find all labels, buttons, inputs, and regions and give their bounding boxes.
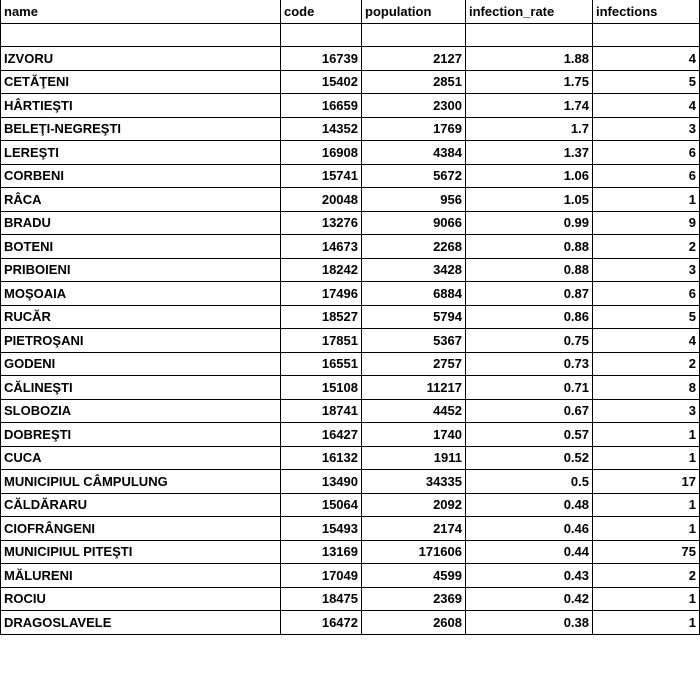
cell-infections[interactable]: 1 xyxy=(593,423,700,446)
cell-name[interactable]: LEREŞTI xyxy=(0,141,281,164)
cell-infection-rate[interactable]: 0.67 xyxy=(466,400,593,423)
cell-code[interactable]: 14673 xyxy=(281,235,362,258)
cell-infection-rate[interactable]: 0.99 xyxy=(466,212,593,235)
cell-name[interactable]: CORBENI xyxy=(0,165,281,188)
blank-cell[interactable] xyxy=(362,24,466,46)
cell-code[interactable]: 14352 xyxy=(281,118,362,141)
cell-infection-rate[interactable]: 1.05 xyxy=(466,188,593,211)
blank-cell[interactable] xyxy=(0,24,281,46)
table-row xyxy=(0,235,700,259)
cell-infection-rate[interactable]: 0.5 xyxy=(466,470,593,493)
table-row xyxy=(0,329,700,353)
cell-infections[interactable]: 75 xyxy=(593,541,700,564)
cell-infection-rate[interactable]: 1.7 xyxy=(466,118,593,141)
cell-infections[interactable]: 2 xyxy=(593,235,700,258)
cell-population[interactable]: 171606 xyxy=(362,541,466,564)
table-row xyxy=(0,447,700,471)
cell-name[interactable]: MUNICIPIUL PITEŞTI xyxy=(0,541,281,564)
table-row xyxy=(0,588,700,612)
cell-name[interactable]: RUCĂR xyxy=(0,306,281,329)
cell-code[interactable]: 16472 xyxy=(281,611,362,634)
cell-infection-rate[interactable]: 1.37 xyxy=(466,141,593,164)
cell-population[interactable]: 1740 xyxy=(362,423,466,446)
table-row xyxy=(0,400,700,424)
table-row xyxy=(0,282,700,306)
cell-population[interactable]: 2369 xyxy=(362,588,466,611)
cell-code[interactable]: 17049 xyxy=(281,564,362,587)
cell-name[interactable]: MOŞOAIA xyxy=(0,282,281,305)
cell-infections[interactable]: 1 xyxy=(593,588,700,611)
table-row xyxy=(0,259,700,283)
header-population[interactable]: population xyxy=(362,0,466,23)
table-row xyxy=(0,141,700,165)
cell-code[interactable]: 16132 xyxy=(281,447,362,470)
cell-infection-rate[interactable]: 0.38 xyxy=(466,611,593,634)
cell-population[interactable]: 1911 xyxy=(362,447,466,470)
cell-code[interactable]: 18475 xyxy=(281,588,362,611)
cell-infections[interactable]: 6 xyxy=(593,165,700,188)
cell-name[interactable]: PRIBOIENI xyxy=(0,259,281,282)
cell-infection-rate[interactable]: 0.43 xyxy=(466,564,593,587)
cell-population[interactable]: 4384 xyxy=(362,141,466,164)
table-row xyxy=(0,376,700,400)
cell-infection-rate[interactable]: 0.42 xyxy=(466,588,593,611)
blank-row xyxy=(0,24,700,47)
cell-name[interactable]: MUNICIPIUL CÂMPULUNG xyxy=(0,470,281,493)
cell-name[interactable]: CUCA xyxy=(0,447,281,470)
cell-infections[interactable]: 3 xyxy=(593,400,700,423)
cell-code[interactable]: 15493 xyxy=(281,517,362,540)
header-infection-rate[interactable]: infection_rate xyxy=(466,0,593,23)
cell-infection-rate[interactable]: 0.75 xyxy=(466,329,593,352)
table-row xyxy=(0,353,700,377)
cell-population[interactable]: 3428 xyxy=(362,259,466,282)
cell-infection-rate[interactable]: 0.88 xyxy=(466,259,593,282)
cell-infection-rate[interactable]: 0.44 xyxy=(466,541,593,564)
cell-code[interactable]: 17496 xyxy=(281,282,362,305)
cell-infections[interactable]: 6 xyxy=(593,282,700,305)
cell-infections[interactable]: 4 xyxy=(593,329,700,352)
cell-population[interactable]: 1769 xyxy=(362,118,466,141)
cell-infections[interactable]: 3 xyxy=(593,118,700,141)
cell-population[interactable]: 5672 xyxy=(362,165,466,188)
cell-code[interactable]: 13169 xyxy=(281,541,362,564)
table-row xyxy=(0,306,700,330)
cell-code[interactable]: 18242 xyxy=(281,259,362,282)
header-infections[interactable]: infections xyxy=(593,0,700,23)
cell-name[interactable]: RÂCA xyxy=(0,188,281,211)
cell-infection-rate[interactable]: 0.87 xyxy=(466,282,593,305)
cell-population[interactable]: 11217 xyxy=(362,376,466,399)
cell-infections[interactable]: 3 xyxy=(593,259,700,282)
cell-infection-rate[interactable]: 0.71 xyxy=(466,376,593,399)
table-row xyxy=(0,47,700,71)
cell-population[interactable]: 5794 xyxy=(362,306,466,329)
table-row xyxy=(0,165,700,189)
cell-population[interactable]: 34335 xyxy=(362,470,466,493)
cell-infection-rate[interactable]: 0.46 xyxy=(466,517,593,540)
cell-code[interactable]: 15402 xyxy=(281,71,362,94)
cell-infections[interactable]: 5 xyxy=(593,306,700,329)
cell-infections[interactable]: 5 xyxy=(593,71,700,94)
cell-code[interactable]: 16551 xyxy=(281,353,362,376)
cell-infection-rate[interactable]: 0.88 xyxy=(466,235,593,258)
cell-population[interactable]: 2092 xyxy=(362,494,466,517)
cell-name[interactable]: MĂLURENI xyxy=(0,564,281,587)
cell-code[interactable]: 16739 xyxy=(281,47,362,70)
cell-name[interactable]: DOBREŞTI xyxy=(0,423,281,446)
table-row xyxy=(0,541,700,565)
blank-cell[interactable] xyxy=(593,24,700,46)
cell-infections[interactable]: 1 xyxy=(593,517,700,540)
cell-code[interactable]: 15064 xyxy=(281,494,362,517)
cell-name[interactable]: DRAGOSLAVELE xyxy=(0,611,281,634)
cell-population[interactable]: 2268 xyxy=(362,235,466,258)
cell-name[interactable]: CĂLINEŞTI xyxy=(0,376,281,399)
cell-code[interactable]: 16659 xyxy=(281,94,362,117)
cell-name[interactable]: SLOBOZIA xyxy=(0,400,281,423)
cell-code[interactable]: 17851 xyxy=(281,329,362,352)
header-row xyxy=(0,0,700,24)
cell-infection-rate[interactable]: 1.74 xyxy=(466,94,593,117)
cell-infections[interactable]: 1 xyxy=(593,494,700,517)
cell-infections[interactable]: 8 xyxy=(593,376,700,399)
cell-name[interactable]: GODENI xyxy=(0,353,281,376)
cell-population[interactable]: 956 xyxy=(362,188,466,211)
cell-infections[interactable]: 9 xyxy=(593,212,700,235)
cell-name[interactable]: CIOFRÂNGENI xyxy=(0,517,281,540)
cell-infections[interactable]: 4 xyxy=(593,47,700,70)
cell-population[interactable]: 5367 xyxy=(362,329,466,352)
table-row xyxy=(0,423,700,447)
table-row xyxy=(0,71,700,95)
cell-name[interactable]: BELEŢI-NEGREŞTI xyxy=(0,118,281,141)
cell-infection-rate[interactable]: 1.75 xyxy=(466,71,593,94)
table-row xyxy=(0,611,700,635)
cell-infection-rate[interactable]: 1.06 xyxy=(466,165,593,188)
table-row xyxy=(0,212,700,236)
cell-population[interactable]: 6884 xyxy=(362,282,466,305)
header-name[interactable]: name xyxy=(0,0,281,23)
cell-name[interactable]: IZVORU xyxy=(0,47,281,70)
cell-infections[interactable]: 6 xyxy=(593,141,700,164)
cell-infection-rate[interactable]: 1.88 xyxy=(466,47,593,70)
cell-infection-rate[interactable]: 0.52 xyxy=(466,447,593,470)
table-row xyxy=(0,94,700,118)
cell-code[interactable]: 13490 xyxy=(281,470,362,493)
cell-name[interactable]: CĂLDĂRARU xyxy=(0,494,281,517)
table-row xyxy=(0,188,700,212)
cell-population[interactable]: 2757 xyxy=(362,353,466,376)
cell-population[interactable]: 2127 xyxy=(362,47,466,70)
cell-infection-rate[interactable]: 0.48 xyxy=(466,494,593,517)
cell-infection-rate[interactable]: 0.73 xyxy=(466,353,593,376)
cell-infections[interactable]: 4 xyxy=(593,94,700,117)
cell-code[interactable]: 13276 xyxy=(281,212,362,235)
cell-infections[interactable]: 1 xyxy=(593,447,700,470)
cell-code[interactable]: 16427 xyxy=(281,423,362,446)
cell-infection-rate[interactable]: 0.57 xyxy=(466,423,593,446)
cell-infections[interactable]: 17 xyxy=(593,470,700,493)
cell-population[interactable]: 4452 xyxy=(362,400,466,423)
cell-code[interactable]: 15108 xyxy=(281,376,362,399)
cell-name[interactable]: BRADU xyxy=(0,212,281,235)
cell-infection-rate[interactable]: 0.86 xyxy=(466,306,593,329)
cell-population[interactable]: 2300 xyxy=(362,94,466,117)
table-body xyxy=(0,47,700,635)
blank-cell[interactable] xyxy=(466,24,593,46)
table-row xyxy=(0,564,700,588)
table-row xyxy=(0,470,700,494)
cell-population[interactable]: 9066 xyxy=(362,212,466,235)
cell-population[interactable]: 4599 xyxy=(362,564,466,587)
cell-infections[interactable]: 1 xyxy=(593,611,700,634)
cell-name[interactable]: ROCIU xyxy=(0,588,281,611)
header-code[interactable]: code xyxy=(281,0,362,23)
cell-code[interactable]: 20048 xyxy=(281,188,362,211)
cell-code[interactable]: 16908 xyxy=(281,141,362,164)
table-row xyxy=(0,494,700,518)
cell-population[interactable]: 2174 xyxy=(362,517,466,540)
cell-code[interactable]: 15741 xyxy=(281,165,362,188)
table-row xyxy=(0,118,700,142)
cell-population[interactable]: 2851 xyxy=(362,71,466,94)
cell-code[interactable]: 18741 xyxy=(281,400,362,423)
cell-infections[interactable]: 2 xyxy=(593,353,700,376)
cell-infections[interactable]: 1 xyxy=(593,188,700,211)
cell-name[interactable]: HÂRTIEŞTI xyxy=(0,94,281,117)
cell-infections[interactable]: 2 xyxy=(593,564,700,587)
table-row xyxy=(0,517,700,541)
cell-name[interactable]: PIETROŞANI xyxy=(0,329,281,352)
cell-name[interactable]: CETĂŢENI xyxy=(0,71,281,94)
cell-code[interactable]: 18527 xyxy=(281,306,362,329)
cell-name[interactable]: BOTENI xyxy=(0,235,281,258)
cell-population[interactable]: 2608 xyxy=(362,611,466,634)
blank-cell[interactable] xyxy=(281,24,362,46)
